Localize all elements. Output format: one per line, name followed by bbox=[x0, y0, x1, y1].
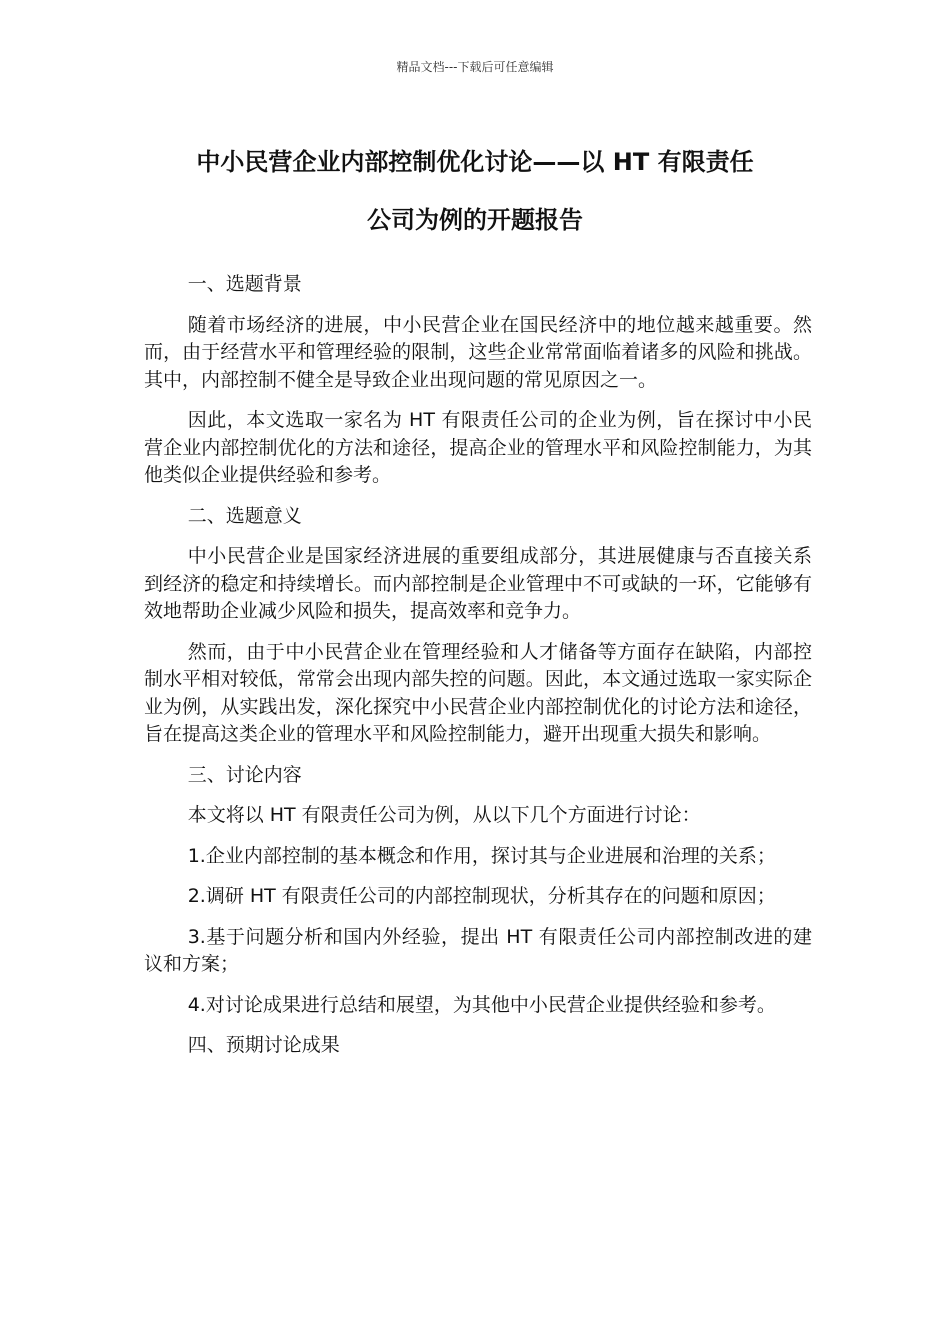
section-heading-background: 一、选题背景 bbox=[187, 273, 302, 295]
section-heading-expected-results: 四、预期讨论成果 bbox=[187, 1034, 340, 1056]
paragraph: 本文将以 HT 有限责任公司为例，从以下几个方面进行讨论： bbox=[187, 804, 701, 826]
list-item: 2.调研 HT 有限责任公司的内部控制现状，分析其存在的问题和原因； bbox=[187, 885, 776, 907]
list-item: 1.企业内部控制的基本概念和作用，探讨其与企业进展和治理的关系； bbox=[187, 844, 776, 867]
paragraph: 因此，本文选取一家名为 HT 有限责任公司的企业为例，旨在探讨中小民营企业内部控制优化的方法和途径，提高企业的管理水平和风险控制能力，为其他类似企业提供经验和参考。 bbox=[144, 409, 812, 486]
list-item: 3.基于问题分析和国内外经验，提出 HT 有限责任公司内部控制改进的建议和方案； bbox=[144, 925, 812, 975]
paragraph: 中小民营企业是国家经济进展的重要组成部分，其进展健康与否直接关系到经济的稳定和持续增长。而内部控制是企业管理中不可或缺的一环，它能够有效地帮助企业减少风险和损失，提高效率和竞争力。 bbox=[144, 545, 812, 622]
document-title bbox=[140, 133, 810, 249]
section-heading-content: 三、讨论内容 bbox=[187, 763, 302, 786]
section-heading-significance: 二、选题意义 bbox=[187, 504, 302, 527]
document-body bbox=[144, 271, 812, 1073]
paragraph: 然而，由于中小民营企业在管理经验和人才储备等方面存在缺陷，内部控制水平相对较低，常常会出现内部失控的问题。因此，本文通过选取一家实际企业为例，从实践出发，深化探究中小民营企业内部控制优化的讨论方法和途径，旨在提高这类企业的管理水平和风险控制能力，避开出现重大损失和影响。 bbox=[144, 640, 812, 745]
header-note: 精品文档---下载后可任意编辑 bbox=[396, 60, 554, 74]
paragraph: 随着市场经济的进展，中小民营企业在国民经济中的地位越来越重要。然而，由于经营水平和管理经验的限制，这些企业常常面临着诸多的风险和挑战。其中，内部控制不健全是导致企业出现问题的常见原因之一。 bbox=[144, 313, 812, 391]
title-line-2: 公司为例的开题报告 bbox=[367, 206, 583, 234]
title-line-1: 中小民营企业内部控制优化讨论——以 HT 有限责任 bbox=[196, 148, 754, 176]
list-item: 4.对讨论成果进行总结和展望，为其他中小民营企业提供经验和参考。 bbox=[187, 993, 776, 1016]
